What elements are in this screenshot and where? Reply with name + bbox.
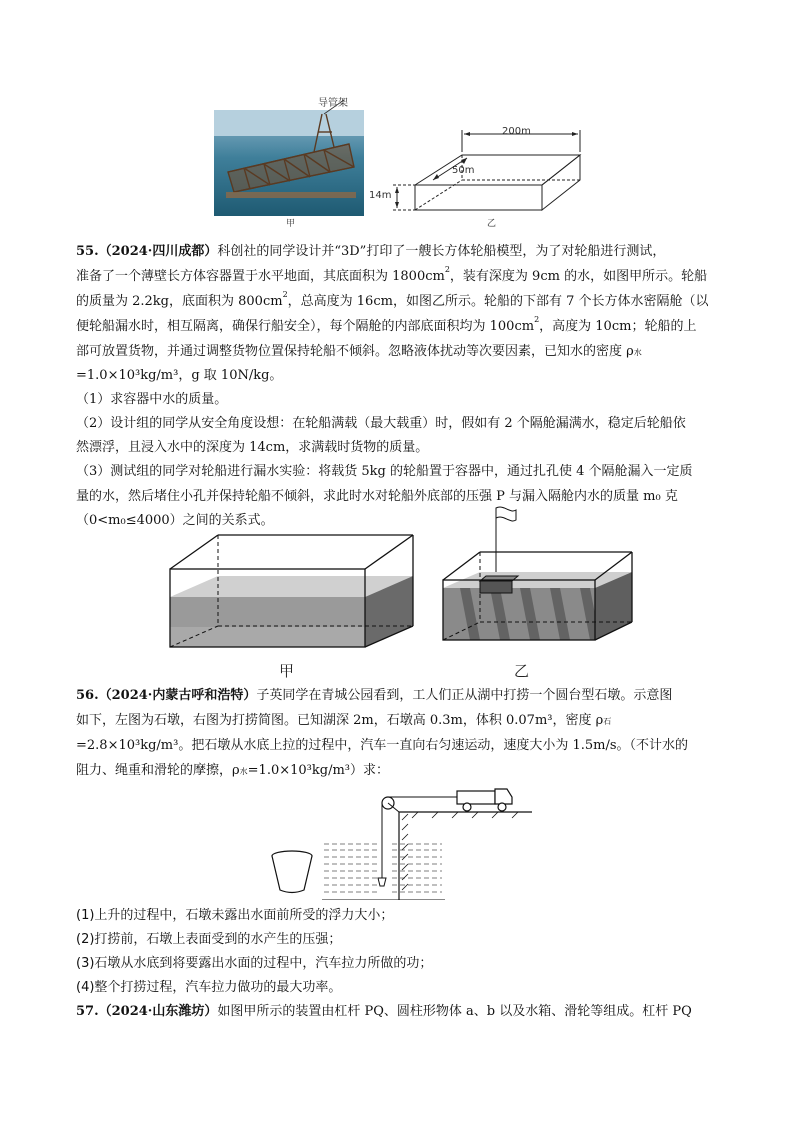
q55-caption-right: 乙 — [514, 662, 530, 680]
q55-text-2b: ，装有深度为 9cm 的水，如图甲所示。轮船 — [449, 269, 708, 284]
q55-sub2a: （2）设计组的同学从安全角度设想：在轮船满载（最大载重）时，假如有 2 个隔舱漏满水，稳定后轮船依 — [76, 416, 686, 431]
q55-line5 — [76, 340, 726, 365]
q57-number: 57. — [76, 1004, 99, 1019]
q55-caption-left: 甲 — [279, 662, 295, 680]
salvage-figure — [262, 780, 537, 900]
q55-text-5a: 部可放置货物，并通过调整货物位置保持轮船不倾斜。忽略液体扰动等次要因素，已知水的密度 ρ — [76, 344, 634, 359]
q57-source: （2024·山东潍坊） — [98, 1004, 218, 1019]
q56-line2 — [76, 709, 726, 734]
photo-label: 导管架 — [318, 98, 348, 109]
box-width-label: 50m — [452, 165, 475, 176]
q55-text-3b: ，总高度为 16cm，如图乙所示。轮船的下部有 7 个长方体水密隔舱（以 — [287, 294, 709, 309]
top-caption-right: 乙 — [487, 219, 497, 229]
box-length-label: 200m — [502, 126, 531, 137]
q55-sub1: （1）求容器中水的质量。 — [76, 392, 228, 407]
q55-sub3a: （3）测试组的同学对轮船进行漏水实验：将载货 5kg 的轮船置于容器中，通过扎孔使 4 个隔舱漏入一定质 — [76, 464, 693, 479]
q56-sub3: (3)石墩从水底到将要露出水面的过程中，汽车拉力所做的功； — [76, 956, 433, 971]
top-caption-left: 甲 — [286, 219, 296, 229]
q56-source: （2024·内蒙古呼和浩特） — [98, 688, 257, 703]
q56-line1 — [76, 684, 726, 708]
q55-number: 55. — [76, 244, 99, 259]
q56-line3: =2.8×10³kg/m³。把石墩从水底上拉的过程中，汽车一直向右匀速运动，速度大小为 1.5m/s。（不计水的 — [76, 738, 689, 753]
q55-sub2b: 然漂浮，且浸入水中的深度为 14cm，求满载时货物的质量。 — [76, 440, 429, 455]
q55-line2: 准备了一个薄壁长方体容器置于水平地面，其底面积为 $1800cm^2$，装有深度为 9cm 的水，如图甲所示。轮船 — [76, 265, 708, 284]
q55-line3: 的质量为 2.2kg，底面积为 $800cm^2$，总高度为 16cm，如图乙所示。轮船的下部有 7 个长方体水密隔舱（以 — [76, 290, 709, 309]
q56-text-2a: 如下，左图为石墩，右图为打捞简图。已知湖深 2m，石墩高 0.3m，体积 0.07m³，密度 ρ — [76, 713, 604, 728]
q56-rho-water-sub: 水 — [239, 767, 248, 776]
q55-text-4b: ，高度为 10cm；轮船的上 — [539, 319, 697, 334]
q56-sub4: (4)整个打捞过程，汽车拉力做功的最大功率。 — [76, 980, 342, 995]
container-figure — [165, 532, 420, 652]
q57-text-1: 如图甲所示的装置由杠杆 PQ、圆柱形物体 a、b 以及水箱、滑轮等组成。杠杆 PQ — [217, 1004, 692, 1019]
q56-text-4a: 阻力、绳重和滑轮的摩擦，ρ — [76, 763, 240, 778]
box-diagram — [385, 122, 595, 222]
q55-line1 — [76, 240, 726, 264]
box-height-label: 14m — [369, 190, 392, 201]
jacket-photo — [214, 92, 364, 216]
q56-text-4b: =1.0×10³kg/m³）求： — [247, 763, 389, 778]
q55-text-4a: 便轮船漏水时，相互隔离，确保行船安全），每个隔舱的内部底面积均为 100cm — [76, 319, 535, 334]
q56-number: 56. — [76, 688, 99, 703]
q56-sub1: (1)上升的过程中，石墩未露出水面前所受的浮力大小； — [76, 908, 394, 923]
q55-sub3c: （0<m₀≤4000）之间的关系式。 — [76, 513, 274, 528]
ship-figure — [440, 504, 640, 644]
q55-rho-sub: 水 — [633, 348, 642, 357]
q57-line1 — [76, 1000, 726, 1024]
q55-text-3a: 的质量为 2.2kg，底面积为 800cm — [76, 294, 283, 309]
q55-text-1: 科创社的同学设计并“3D”打印了一艘长方体轮船模型，为了对轮船进行测试， — [217, 244, 666, 259]
q56-text-1: 子英同学在青城公园看到，工人们正从湖中打捞一个圆台型石墩。示意图 — [256, 688, 673, 703]
q56-rho-sub: 石 — [603, 717, 612, 726]
q56-sub2: (2)打捞前，石墩上表面受到的水产生的压强； — [76, 932, 342, 947]
q55-line4: 便轮船漏水时，相互隔离，确保行船安全），每个隔舱的内部底面积均为 $100cm^2$，高度为 10cm；轮船的上 — [76, 315, 697, 334]
q55-text-2a: 准备了一个薄壁长方体容器置于水平地面，其底面积为 1800cm — [76, 269, 445, 284]
q55-source: （2024·四川成都） — [98, 244, 218, 259]
q55-sub3b: 量的水，然后堵住小孔并保持轮船不倾斜，求此时水对轮船外底部的压强 P 与漏入隔舱内水的质量 m₀ 克 — [76, 489, 678, 504]
q55-line6: =1.0×10³kg/m³，g 取 10N/kg。 — [76, 368, 283, 383]
